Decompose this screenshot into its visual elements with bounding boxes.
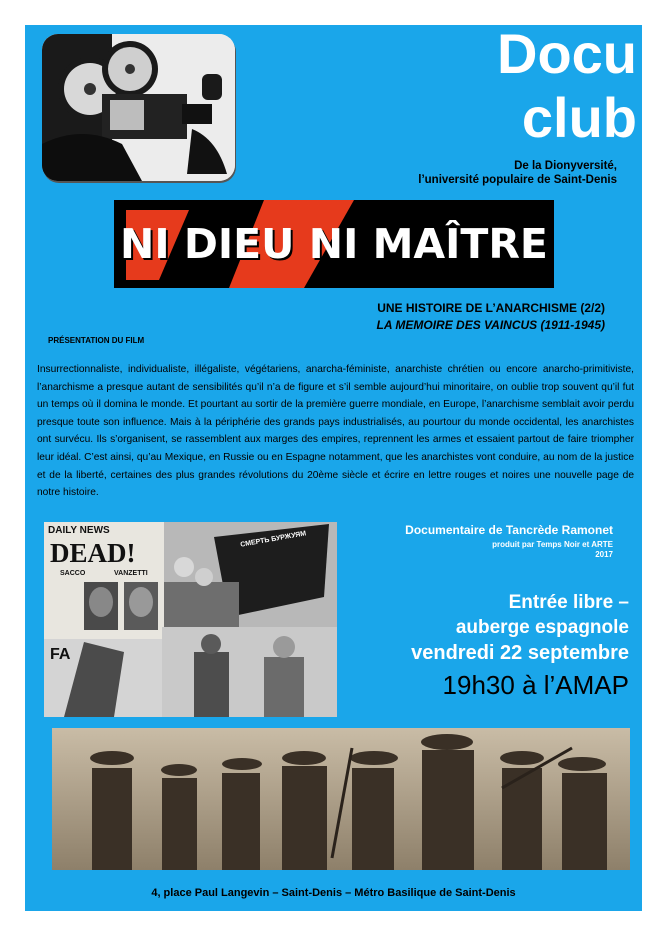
historical-photo-collage: [44, 522, 337, 717]
flag-slogan: СМЕРТЬ БУРЖУЯМ: [239, 530, 307, 549]
newspaper-name-right: VANZETTI: [114, 570, 148, 577]
event-time-place: 19h30 à l’AMAP: [442, 670, 629, 700]
fai-text: FA: [50, 646, 71, 663]
event-potluck: auberge espagnole: [455, 617, 629, 638]
revolutionaries-sepia-photo: [52, 728, 630, 870]
organizer-line-1: De la Dionyversité,: [514, 160, 617, 172]
newspaper-masthead: DAILY NEWS: [48, 525, 110, 536]
docu-title: Docu: [497, 22, 637, 85]
club-title: club: [521, 86, 637, 149]
film-title: NI DIEU NI MAÎTRE: [120, 220, 548, 268]
organizer: [418, 159, 617, 187]
production-credit: produit par Temps Noir et ARTE: [492, 540, 613, 549]
documentary-credit: Documentaire de Tancrède Ramonet: [405, 523, 613, 537]
newspaper-headline: DEAD!: [50, 538, 136, 568]
newspaper-name-left: SACCO: [60, 570, 86, 577]
poster: [25, 22, 642, 911]
venue-address: 4, place Paul Langevin – Saint-Denis – Métro Basilique de Saint-Denis: [151, 887, 516, 899]
film-title-banner: [114, 200, 554, 288]
event-entry: Entrée libre –: [508, 592, 629, 613]
episode-title: LA MEMOIRE DES VAINCUS (1911-1945): [376, 318, 605, 332]
camera-operator-photo: [42, 34, 235, 181]
presentation-heading: PRÉSENTATION DU FILM: [48, 336, 145, 345]
presentation-text: Insurrectionnaliste, individualiste, illégaliste, végétariens, anarcha-féministe, anarchiste chrétien ou encore anarcho-primitiviste, l’anarchisme a presque autant de sensibilités qu’il n’a de figure et s’il semble aujourd’hui minoritaire, on oublie trop souvent qu’il fut un temps où il domina le monde. Et pourtant au sortir de la première guerre mondiale, en Europe, l’anarchisme semblait avoir perdu presque toute son influence. Mais à la périphérie des grands pays industrialisés, au pourtour du monde occidental, les anarchistes ont survécu. Ils s’organisent, se rassemblent aux marges des empires, reprennent les armes et essaient partout de faire triompher leur idéal. C’est ainsi, qu’au Mexique, en Russie ou en Espagne notamment, que les anarchistes vont conduire, au nom de la justice et de la liberté, certaines des plus grandes révolutions du 20ème siècle et écrire en lettre rouges et noires une nouvelle page de notre histoire.: [37, 364, 634, 499]
film-subtitle: UNE HISTOIRE DE L’ANARCHISME (2/2): [377, 301, 605, 315]
organizer-line-2: l’université populaire de Saint-Denis: [418, 174, 617, 186]
event-date: vendredi 22 septembre: [411, 642, 629, 664]
production-year: 2017: [595, 550, 613, 559]
